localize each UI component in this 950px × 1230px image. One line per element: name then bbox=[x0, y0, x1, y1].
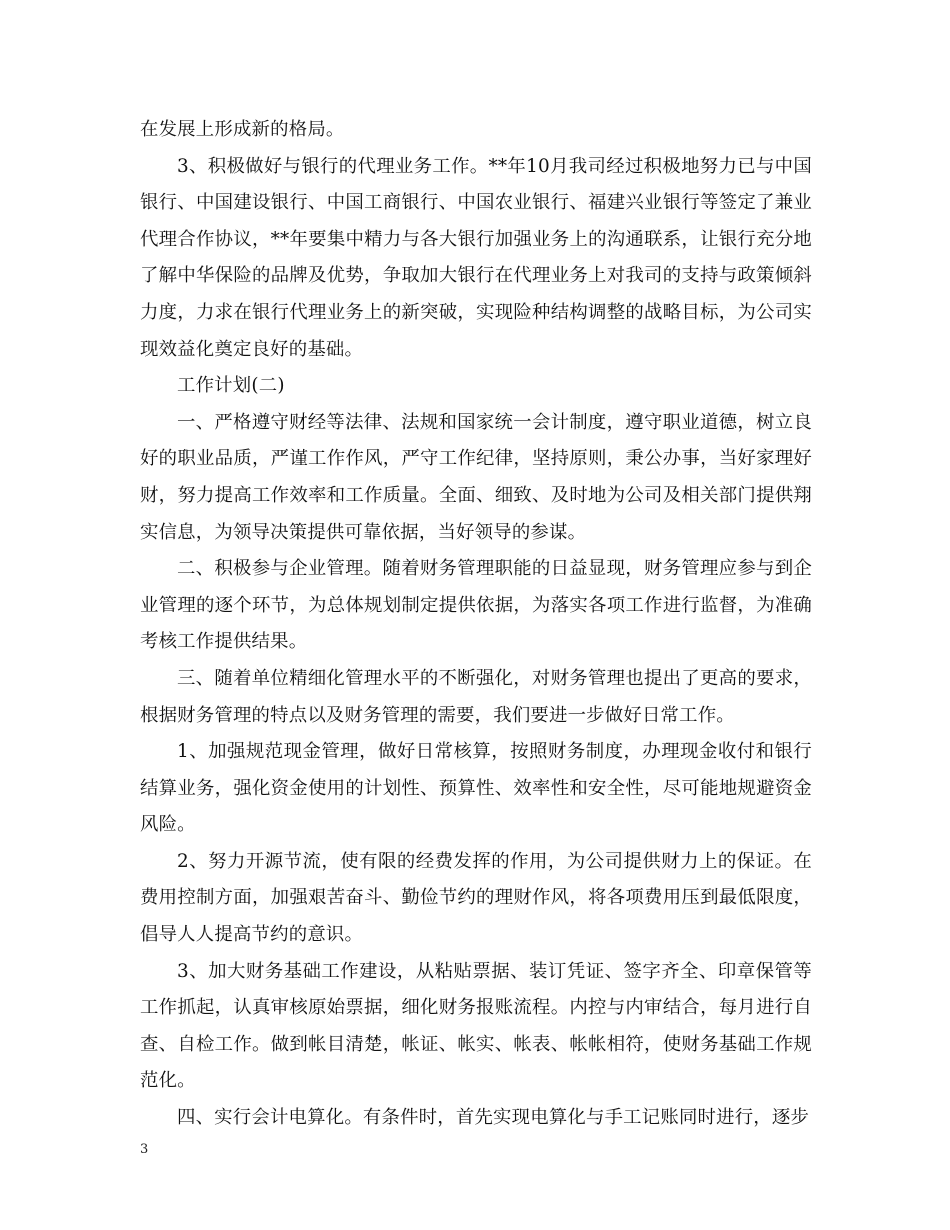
paragraph-subitem-expense: 2、努力开源节流，使有限的经费发挥的作用，为公司提供财力上的保证。在费用控制方面，加强艰苦奋斗、勤俭节约的理财作风，将各项费用压到最低限度，倡导人人提高节约的意识。 bbox=[140, 850, 812, 946]
document-body bbox=[140, 112, 812, 1137]
section-heading-work-plan-2: 工作计划(二) bbox=[177, 375, 285, 397]
page-number: 3 bbox=[140, 1142, 149, 1157]
paragraph-item-4: 四、实行会计电算化。有条件时，首先实现电算化与手工记账同时进行，逐步 bbox=[177, 1107, 810, 1129]
paragraph-item-2: 二、积极参与企业管理。随着财务管理职能的日益显现，财务管理应参与到企业管理的逐个环节，为总体规划制定提供依据，为落实各项工作进行监督，为准确考核工作提供结果。 bbox=[140, 558, 812, 653]
paragraph-bank-agency: 3、积极做好与银行的代理业务工作。**年10月我司经过积极地努力已与中国银行、中国建设银行、中国工商银行、中国农业银行、福建兴业银行等签定了兼业代理合作协议，**年要集中精力与各大银行加强业务上的沟通联系，让银行充分地了解中华保险的品牌及优势，争取加大银行在代理业务上对我司的支持与政策倾斜力度，力求在银行代理业务上的新突破，实现险种结构调整的战略目标，为公司实现效益化奠定良好的基础。 bbox=[140, 155, 812, 360]
paragraph-continuation: 在发展上形成新的格局。 bbox=[140, 119, 345, 140]
paragraph-item-3: 三、随着单位精细化管理水平的不断强化，对财务管理也提出了更高的要求，根据财务管理的特点以及财务管理的需要，我们要进一步做好日常工作。 bbox=[140, 667, 812, 726]
paragraph-item-1: 一、严格遵守财经等法律、法规和国家统一会计制度，遵守职业道德，树立良好的职业品质，严谨工作作风，严守工作纪律，坚持原则，秉公办事，当好家理好财，努力提高工作效率和工作质量。全面、细致、及时地为公司及相关部门提供翔实信息，为领导决策提供可靠依据，当好领导的参谋。 bbox=[140, 411, 812, 543]
paragraph-subitem-cash: 1、加强规范现金管理，做好日常核算，按照财务制度，办理现金收付和银行结算业务，强化资金使用的计划性、预算性、效率性和安全性，尽可能地规避资金风险。 bbox=[140, 741, 812, 836]
paragraph-subitem-basic-work: 3、加大财务基础工作建设，从粘贴票据、装订凭证、签字齐全、印章保管等工作抓起，认真审核原始票据，细化财务报账流程。内控与内审结合，每月进行自查、自检工作。做到帐目清楚，帐证、帐实、帐表、帐帐相符，使财务基础工作规范化。 bbox=[140, 960, 812, 1092]
